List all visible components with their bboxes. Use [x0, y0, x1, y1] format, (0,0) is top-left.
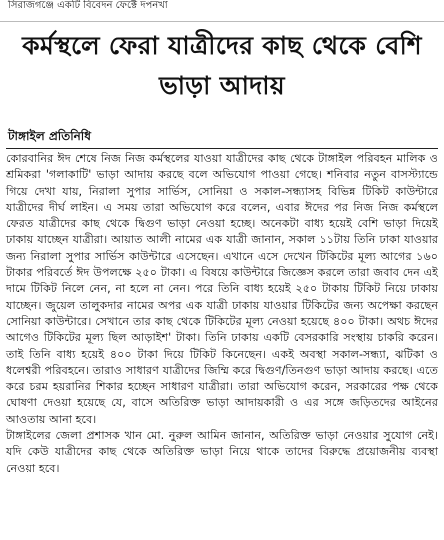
divider: [6, 148, 438, 149]
reporter-byline: টাঙ্গাইল প্রতিনিধি: [8, 129, 91, 143]
headline: কর্মস্থলে ফেরা যাত্রীদের কাছ থেকে বেশি ভাড়া আদায়: [22, 31, 422, 100]
paragraph-1: কোরবানির ঈদ শেষে নিজ নিজ কর্মস্থলের যাওয়া যাত্রীদের কাছ থেকে টাঙ্গাইল পরিবহন মালিক ও শ্রমিকরা 'গলাকাটি' ভাড়া আদায় করছে বলে অভিযোগ পাওয়া গেছে। শনিবার নতুন বাসস্ট্যান্ডে গিয়ে দেখা যায়, নিরালা সুপার সার্ভিস, সোনিয়া ও সকাল-সন্ধ্যাসহ বিভিন্ন টিকিট কাউন্টারে যাত্রীদের দীর্ঘ লাইন। এ সময় তারা অভিযোগ করে বলেন, এবার ঈদের পর নিজ নিজ কর্মস্থলে ফেরত যাত্রীদের কাছ থেকে দ্বিগুণ ভাড়া নেওয়া হচ্ছে। অনেকটা বাধ্য হয়েই বেশি ভাড়া দিয়েই ঢাকায় যাচ্ছেন যাত্রীরা। আয়াত আলী নামের এক যাত্রী জানান, সকাল ১১টায় তিনি ঢাকা যাওয়ার জন্য নিরালা সুপার সার্ভিস কাউন্টারে এসেছেন। এখানে এসে দেখেন টিকিটের মূল্য আগের ১৬০ টাকার পরিবর্তে ঈদ উপলক্ষে ২৫০ টাকা। এ বিষয়ে কাউন্টারে জিজ্ঞেস করলে তারা জবাব দেন এই দামে টিকিট নিলে নেন, না হলে না নেন। পরে তিনি বাধ্য হয়েই ২৫০ টাকায় টিকিট নিয়ে ঢাকায় যাচ্ছেন। জুয়েল তালুকদার নামের অপর এক যাত্রী ঢাকায় যাওয়ার টিকিটের জন্য অপেক্ষা করছেন সোনিয়া কাউন্টারে। সেখানে তার কাছ থেকে টিকিটের মূল্য নেওয়া হয়েছে ৪০০ টাকা। অথচ ঈদের আগেও টিকিটের মূল্য ছিল আড়াইশ' টাকা। তিনি ঢাকায় একটি বেসরকারি সংস্থায় চাকরি করেন। তাই তিনি বাধ্য হয়েই ৪০০ টাকা দিয়ে টিকিট কিনেছেন। একই অবস্থা সকাল-সন্ধ্যা, ঝটিকা ও ধলেশ্বরী পরিবহনে। তারাও সাধারণ যাত্রীদের জিম্মি করে দ্বিগুণ/তিনগুণ ভাড়া আদায় করছে। এতে করে চরম হয়রানির শিকার হচ্ছেন সাধারণ যাত্রীরা। তারা অভিযোগ করেন, সরকারের পক্ষ থেকে ঘোষণা দেওয়া হয়েছে যে, বাসে অতিরিক্ত ভাড়া আদায়কারী ও এর সঙ্গে জড়িতদের আইনের আওতায় আনা হবে।: [6, 152, 438, 426]
article-body: [6, 151, 438, 477]
paragraph-2: টাঙ্গাইলের জেলা প্রশাসক খান মো. নুরুল আমিন জানান, অতিরিক্ত ভাড়া নেওয়ার সুযোগ নেই। যদি কেউ যাত্রীদের কাছ থেকে অতিরিক্ত ভাড়া নিয়ে থাকে তাদের বিরুদ্ধে প্রয়োজনীয় ব্যবস্থা নেওয়া হবে।: [6, 429, 438, 475]
previous-article-fragment: সিরাজগঞ্জে একটি বিবেদন ফেক্টে দপনখা: [0, 0, 444, 22]
